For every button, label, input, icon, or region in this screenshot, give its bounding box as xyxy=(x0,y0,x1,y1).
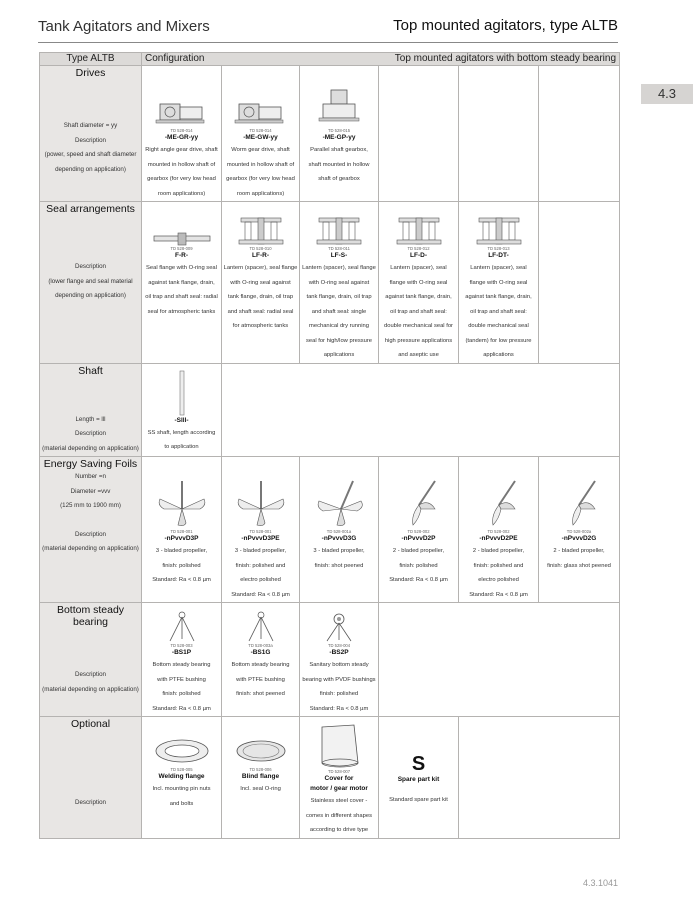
drawing-ref: TD 528-012 xyxy=(407,246,430,251)
drawing-ref: TD 528-004 xyxy=(327,643,351,648)
bearing-code: -BS2P xyxy=(329,649,349,656)
seal-desc: Lantern (spacer), seal flange with O-ring seal against tank flange, drain, oil trap and shaft seal: single mechanical dry running seal for high/low pressure applications xyxy=(302,265,376,358)
seals-left-desc: Description (lower flange and seal material depending on application) xyxy=(48,263,133,299)
empty-cell xyxy=(459,717,620,839)
description-note: depending on application) xyxy=(55,165,126,173)
seal-lfs-cell[interactable] xyxy=(300,202,379,364)
foil-d2p-cell[interactable] xyxy=(379,457,459,603)
foil-desc: 2 - bladed propeller, finish: glass shot peened xyxy=(547,548,611,569)
foil-desc: 3 - bladed propeller, finish: polished and electro polished Standard: Ra < 0.8 µm xyxy=(231,548,290,598)
shaft-left-desc: Length = lll Description (material depending on application) xyxy=(42,415,139,452)
gear-drive-illustration xyxy=(152,98,212,128)
type-header: Type ALTB xyxy=(40,53,142,66)
configuration-header xyxy=(142,53,620,66)
foil-desc: 3 - bladed propeller, finish: shot peened xyxy=(313,548,365,569)
spare-part-symbol: S xyxy=(411,753,426,775)
shaft-label-cell xyxy=(40,363,142,457)
shaft-title: Shaft xyxy=(78,364,103,377)
optional-name: Blind flange xyxy=(241,773,280,780)
seal-code: LF-DT- xyxy=(488,252,509,259)
drawing-ref: TD 528-014 xyxy=(170,128,193,133)
bearing-label-cell xyxy=(40,603,142,717)
configuration-subtitle: Top mounted agitators with bottom steady bearing xyxy=(394,53,617,64)
foil-desc: 2 - bladed propeller, finish: polished and electro polished Standard: Ra < 0.8 µm xyxy=(469,548,528,598)
configuration-table xyxy=(39,52,620,839)
drawing-ref: TD 528-007 xyxy=(327,769,351,774)
drive-code: -ME-GW-yy xyxy=(243,134,278,141)
seal-arrangements-row xyxy=(40,202,620,364)
spare-part-kit-cell[interactable] xyxy=(379,717,459,839)
foils-title: Energy Saving Foils xyxy=(43,458,138,470)
seal-code: LF-R- xyxy=(252,252,269,259)
propeller-2-blade-illustration xyxy=(389,479,449,529)
drive-gr-cell[interactable] xyxy=(142,66,222,202)
parallel-gearbox-illustration xyxy=(309,88,369,128)
blind-flange-cell[interactable] xyxy=(222,717,300,839)
foils-left-desc: Description (material depending on application) xyxy=(42,530,139,552)
energy-saving-foils-row xyxy=(40,457,620,603)
shaft-row xyxy=(40,363,620,457)
optional-desc: Incl. mounting pin nuts and bolts xyxy=(152,786,211,807)
foil-code: -nPvvvD3G xyxy=(321,535,357,542)
drawing-ref: TD 528-009 xyxy=(170,246,193,251)
seal-fr-cell[interactable] xyxy=(142,202,222,364)
seals-label-cell xyxy=(40,202,142,364)
seal-lfd-cell[interactable] xyxy=(379,202,459,364)
drawing-ref: TD 528-003a xyxy=(248,643,273,648)
seal-code: LF-D- xyxy=(410,252,427,259)
empty-cell xyxy=(459,66,539,202)
drives-label-cell xyxy=(40,66,142,202)
drawing-ref: TD 528-013 xyxy=(487,246,510,251)
shaft-code: -Slll- xyxy=(174,416,189,424)
welding-flange-illustration xyxy=(152,737,212,767)
document-title: Tank Agitators and Mixers xyxy=(38,18,210,35)
gear-drive-illustration xyxy=(231,98,291,128)
drawing-ref: TD 528-002 xyxy=(487,529,510,534)
propeller-2-blade-illustration xyxy=(549,479,609,529)
bearing-code: -BS1G xyxy=(250,649,271,656)
propeller-3-blade-illustration xyxy=(152,479,212,529)
drawing-ref: TD 528-006 xyxy=(249,767,272,772)
drawing-ref: TD 528-001a xyxy=(326,529,352,534)
empty-cell xyxy=(222,363,620,457)
drawing-ref: TD 528-002a xyxy=(566,529,592,534)
optional-title: Optional xyxy=(70,718,111,730)
optional-name-line2: motor / gear motor xyxy=(310,785,368,792)
drawing-ref: TD 528-010 xyxy=(249,246,272,251)
seal-code: LF-S- xyxy=(330,252,348,259)
configuration-label: Configuration xyxy=(145,53,205,64)
motor-cover-cell[interactable] xyxy=(300,717,379,839)
foil-code: -nPvvvD2PE xyxy=(479,535,518,542)
motor-cover-illustration xyxy=(314,723,364,769)
drawing-ref: TD 528-014 xyxy=(249,128,272,133)
foil-desc: 3 - bladed propeller, finish: polished Standard: Ra < 0.8 µm xyxy=(152,548,211,583)
optional-left-desc: Description xyxy=(75,799,106,806)
drives-row xyxy=(40,66,620,202)
foil-code: -nPvvvD3P xyxy=(164,535,199,542)
description-label: Description xyxy=(75,136,106,144)
propeller-3-blade-illustration xyxy=(231,479,291,529)
foil-d2g-cell[interactable] xyxy=(539,457,620,603)
drive-desc: Right angle gear drive, shaft mounted in hollow shaft of gearbox (for very low head room applications) xyxy=(145,147,218,197)
table-header-row xyxy=(40,53,620,66)
seal-desc: Lantern (spacer), seal flange with O-ring seal against tank flange, drain, oil trap and shaft seal: double mechanical seal for high pressure applications and aseptic use xyxy=(384,265,453,358)
empty-cell xyxy=(539,66,620,202)
propeller-2-blade-illustration xyxy=(469,479,529,529)
drawing-ref: TD 528-001 xyxy=(170,529,193,534)
bearing-bs1g-cell[interactable] xyxy=(222,603,300,717)
bearing-left-desc: Description (material depending on application) xyxy=(42,671,139,693)
optional-name: Welding flange xyxy=(158,773,205,780)
bearing-desc: Bottom steady bearing with PTFE bushing finish: polished Standard: Ra < 0.8 µm xyxy=(152,662,211,712)
foil-code: -nPvvvD2G xyxy=(561,535,597,542)
drawing-ref: TD 528-001 xyxy=(249,529,272,534)
bearing-bs2p-cell[interactable] xyxy=(300,603,379,717)
drives-title: Drives xyxy=(75,67,106,79)
drives-left-desc xyxy=(40,119,141,177)
foil-d3p-cell[interactable] xyxy=(142,457,222,603)
drawing-ref: TD 528-015 xyxy=(327,128,351,133)
seal-desc: Lantern (spacer), seal flange with O-ring seal against tank flange, drain, oil trap and shaft seal: radial seal for atmospheric tanks xyxy=(223,265,298,329)
drawing-ref: TD 528-003 xyxy=(170,643,193,648)
page-number: 4.3.1041 xyxy=(582,878,618,888)
seal-desc: Lantern (spacer), seal flange with O-ring seal against tank flange, drain, oil trap and shaft seal: double mechanical seal (tandem) for low pressure applications xyxy=(465,265,532,358)
bearing-bs1p-cell[interactable] xyxy=(142,603,222,717)
propeller-3-blade-illustration xyxy=(309,479,369,529)
foils-label-cell xyxy=(40,457,142,603)
optional-desc: Incl. seal O-ring xyxy=(240,786,281,792)
steady-bearing-illustration xyxy=(241,607,281,643)
foil-code: -nPvvvD2P xyxy=(401,535,436,542)
foils-params: Number =n Diameter =vvv (125 mm to 1900 mm) xyxy=(60,473,121,509)
seal-lfdt-cell[interactable] xyxy=(459,202,539,364)
shaft-diameter-label: Shaft diameter = yy xyxy=(63,122,118,129)
steady-bearing-illustration xyxy=(162,607,202,643)
optional-name: Cover for xyxy=(324,775,354,782)
drive-code: -ME-GP-yy xyxy=(322,134,356,141)
welding-flange-cell[interactable] xyxy=(142,717,222,839)
seal-code: F-R- xyxy=(175,252,188,259)
header-divider xyxy=(38,42,618,43)
foil-desc: 2 - bladed propeller, finish: polished Standard: Ra < 0.8 µm xyxy=(389,548,448,583)
sanitary-bearing-illustration xyxy=(319,607,359,643)
seal-lfr-cell[interactable] xyxy=(222,202,300,364)
empty-cell xyxy=(539,202,620,364)
seal-desc: Seal flange with O-ring seal against tank flange, drain, oil trap and shaft seal: radial seal for atmospheric tanks xyxy=(145,265,218,315)
lantern-seal-illustration xyxy=(469,216,529,246)
bearing-code: -BS1P xyxy=(171,649,192,656)
foil-d3g-cell[interactable] xyxy=(300,457,379,603)
drive-desc: Worm gear drive, shaft mounted in hollow shaft of gearbox (for very low head room applications) xyxy=(226,147,295,197)
optional-desc: Standard spare part kit xyxy=(389,797,448,803)
seal-flange-illustration xyxy=(152,232,212,246)
section-title: Top mounted agitators, type ALTB xyxy=(393,17,618,34)
bearing-desc: Sanitary bottom steady bearing with PVDF bushings finish: polished Standard: Ra < 0.8 µm xyxy=(302,662,376,712)
drawing-ref: TD 528-005 xyxy=(170,767,193,772)
foil-d3pe-cell[interactable] xyxy=(222,457,300,603)
drawing-ref: TD 528-011 xyxy=(328,246,350,251)
optional-row xyxy=(40,717,620,839)
empty-cell xyxy=(379,603,620,717)
foil-code: -nPvvvD3PE xyxy=(241,535,280,542)
lantern-seal-illustration xyxy=(309,216,369,246)
shaft-cell[interactable] xyxy=(142,363,222,457)
description-note: (power, speed and shaft diameter xyxy=(44,151,137,158)
seals-title: Seal arrangements xyxy=(46,203,135,215)
drawing-ref: TD 528-002 xyxy=(407,529,430,534)
lantern-seal-illustration xyxy=(231,216,291,246)
foil-d2pe-cell[interactable] xyxy=(459,457,539,603)
empty-cell xyxy=(379,66,459,202)
blind-flange-illustration xyxy=(231,737,291,767)
shaft-desc: SS shaft, length according to application xyxy=(147,429,216,450)
drive-code: -ME-GR-yy xyxy=(164,134,199,141)
optional-name: Spare part kit xyxy=(397,776,440,783)
drive-desc: Parallel shaft gearbox, shaft mounted in hollow shaft of gearbox xyxy=(308,147,370,182)
bearing-desc: Bottom steady bearing with PTFE bushing finish: shot peened xyxy=(231,662,290,697)
bottom-steady-bearing-row xyxy=(40,603,620,717)
drive-gp-cell[interactable] xyxy=(300,66,379,202)
shaft-illustration xyxy=(177,370,187,416)
chapter-tab[interactable]: 4.3 xyxy=(641,84,693,104)
optional-label-cell xyxy=(40,717,142,839)
optional-desc: Stainless steel cover - comes in different shapes according to drive type xyxy=(306,798,372,833)
drive-gw-cell[interactable] xyxy=(222,66,300,202)
lantern-seal-illustration xyxy=(389,216,449,246)
bearing-title: Bottom steady bearing xyxy=(56,604,125,628)
